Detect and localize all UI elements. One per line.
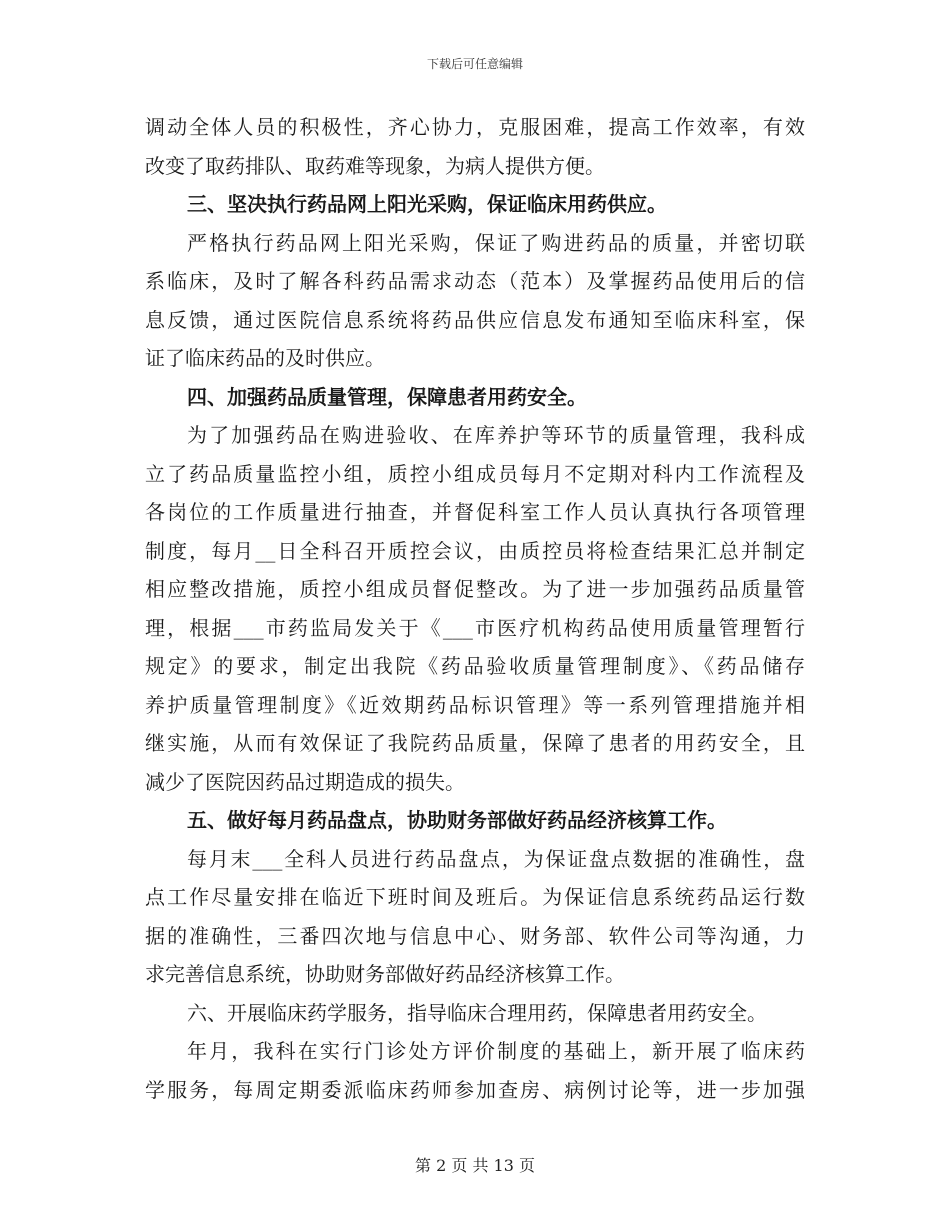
section-heading-6: 六、开展临床药学服务，指导临床合理用药，保障患者用药安全。 <box>187 1000 767 1025</box>
paragraph-line: 养护质量管理制度》《近效期药品标识管理》等一系列管理措施并相 <box>145 692 805 717</box>
paragraph-line: 年月，我科在实行门诊处方评价制度的基础上，新开展了临床药 <box>187 1039 805 1063</box>
section-heading-3: 三、坚决执行药品网上阳光采购，保证临床用药供应。 <box>187 192 667 216</box>
paragraph-line: 据的准确性，三番四次地与信息中心、财务部、软件公司等沟通，力 <box>145 923 805 948</box>
paragraph-line: 为了加强药品在购进验收、在库养护等环节的质量管理，我科成 <box>187 423 805 447</box>
paragraph-line: 点工作尽量安排在临近下班时间及班后。为保证信息系统药品运行数 <box>145 885 805 909</box>
paragraph-line: 息反馈，通过医院信息系统将药品供应信息发布通知至临床科室，保 <box>145 307 805 332</box>
paragraph-line: 严格执行药品网上阳光采购，保证了购进药品的质量，并密切联 <box>187 230 805 255</box>
page-header: 下载后可任意编辑 <box>426 57 523 71</box>
paragraph-line: 继实施，从而有效保证了我院药品质量，保障了患者的用药安全，且 <box>145 731 805 755</box>
section-heading-4: 四、加强药品质量管理，保障患者用药安全。 <box>187 384 587 409</box>
section-heading-5: 五、做好每月药品盘点，协助财务部做好药品经济核算工作。 <box>187 808 727 832</box>
paragraph-line: 规定》的要求，制定出我院《药品验收质量管理制度》、《药品储存 <box>145 654 805 678</box>
document-body <box>145 108 805 1109</box>
paragraph-line: 系临床，及时了解各科药品需求动态（范本）及掌握药品使用后的信 <box>145 269 805 293</box>
paragraph-line: 立了药品质量监控小组，质控小组成员每月不定期对科内工作流程及 <box>145 461 805 486</box>
page-footer: 第 2 页 共 13 页 <box>415 1156 535 1175</box>
paragraph-line: 各岗位的工作质量进行抽查，并督促科室工作人员认真执行各项管理 <box>145 500 805 524</box>
paragraph-line: 改变了取药排队、取药难等现象，为病人提供方便。 <box>145 153 605 178</box>
paragraph-line: 相应整改措施，质控小组成员督促整改。为了进一步加强药品质量管 <box>145 577 805 601</box>
paragraph-line: 求完善信息系统，协助财务部做好药品经济核算工作。 <box>145 962 625 986</box>
paragraph-line: 调动全体人员的积极性，齐心协力，克服困难，提高工作效率，有效 <box>145 115 805 139</box>
paragraph-line: 制度，每月__日全科召开质控会议，由质控员将检查结果汇总并制定 <box>145 538 805 563</box>
paragraph-line: 证了临床药品的及时供应。 <box>145 346 385 370</box>
paragraph-line: 减少了医院因药品过期造成的损失。 <box>145 769 465 794</box>
paragraph-line: 每月末___全科人员进行药品盘点，为保证盘点数据的准确性，盘 <box>187 846 805 871</box>
paragraph-line: 学服务，每周定期委派临床药师参加查房、病例讨论等，进一步加强 <box>145 1077 805 1102</box>
paragraph-line: 理，根据___市药监局发关于《___市医疗机构药品使用质量管理暂行 <box>145 615 805 640</box>
